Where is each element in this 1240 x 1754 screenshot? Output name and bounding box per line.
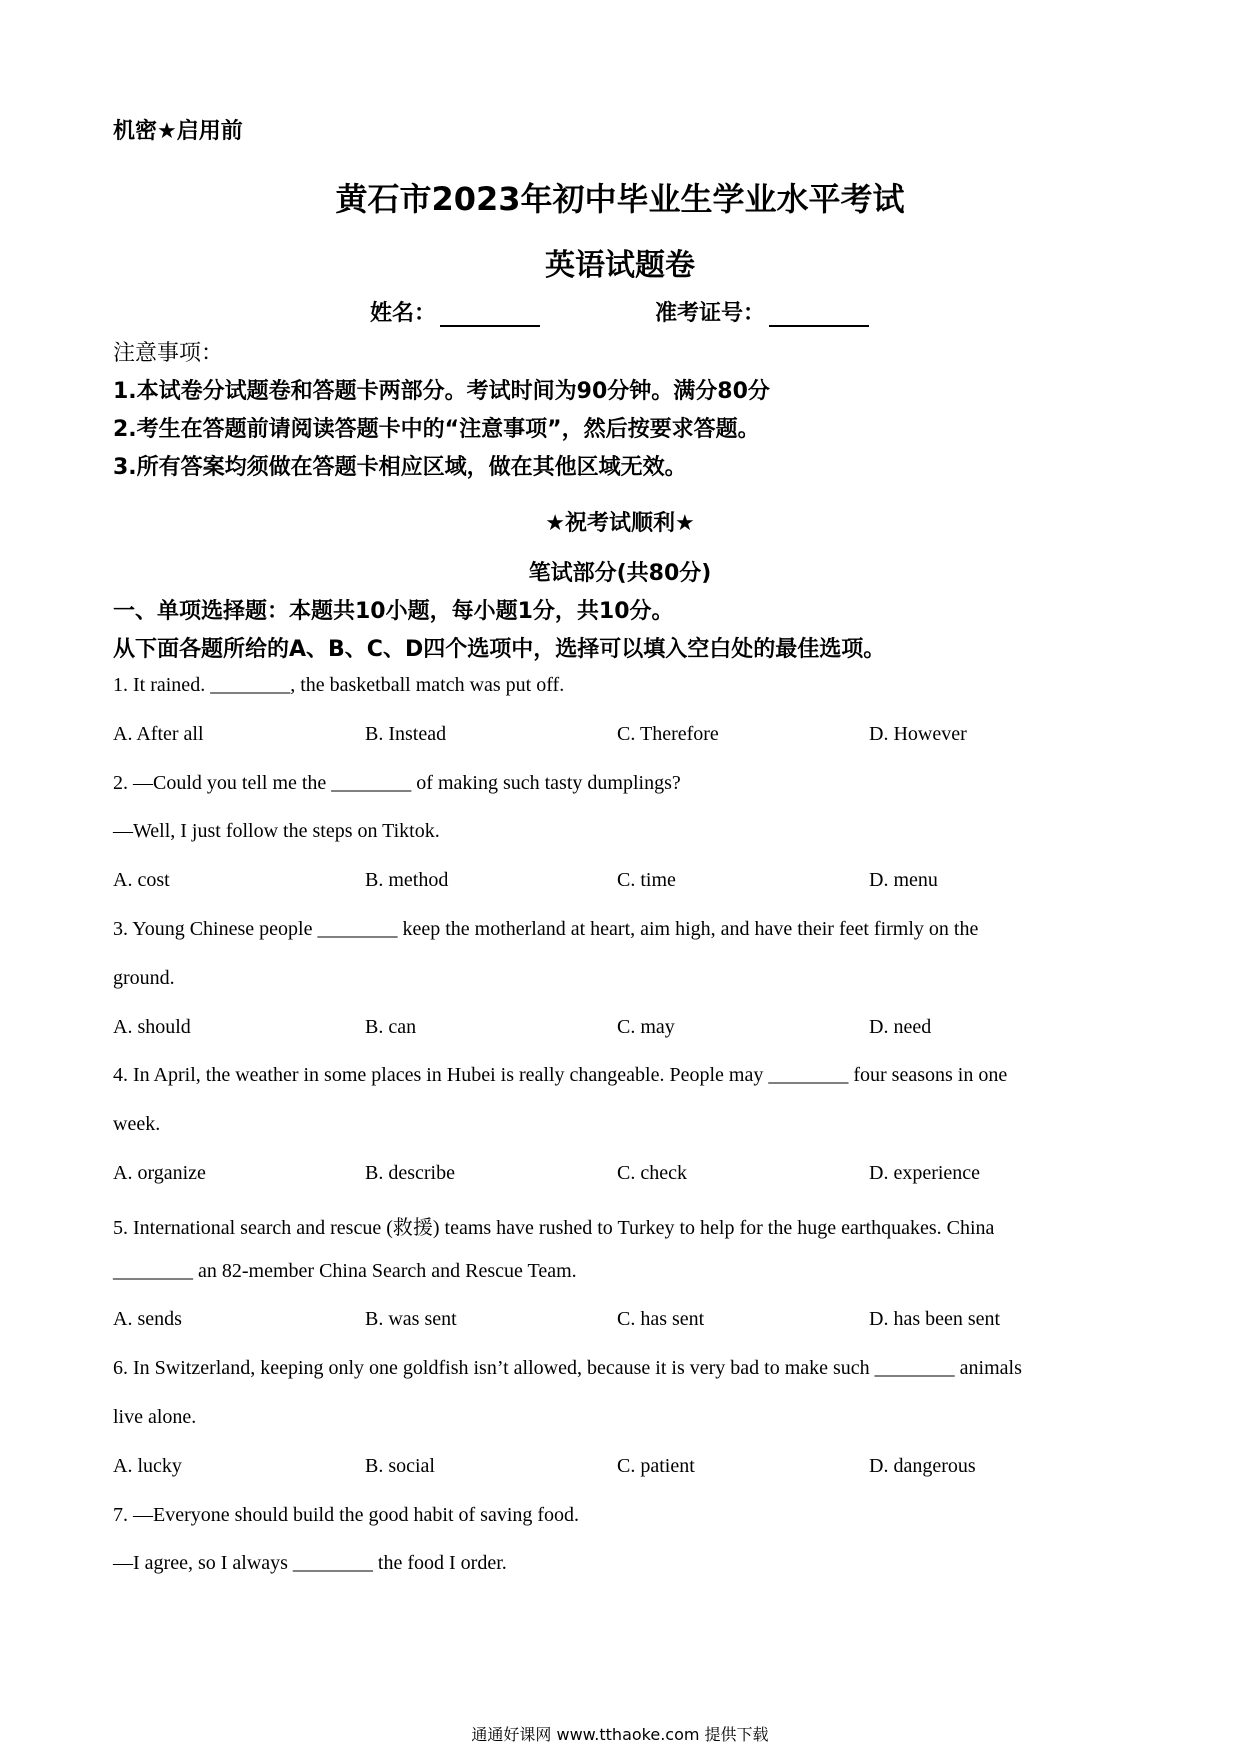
id-field <box>655 296 869 327</box>
name-blank <box>440 305 540 327</box>
exam-subtitle: 英语试题卷 <box>545 248 695 283</box>
question-4-line-2: week. <box>113 1113 161 1135</box>
question-5-option-b: B. was sent <box>365 1308 457 1330</box>
question-5-option-c: C. has sent <box>617 1308 705 1330</box>
id-label: 准考证号： <box>655 301 766 326</box>
question-3-line-2: ground. <box>113 967 175 989</box>
question-6-option-a: A. lucky <box>113 1455 182 1477</box>
id-blank <box>769 305 869 327</box>
notice-item-3: 3.所有答案均须做在答题卡相应区域，做在其他区域无效。 <box>113 455 687 480</box>
question-4-option-b: B. describe <box>365 1162 455 1184</box>
part1-instruction: 从下面各题所给的A、B、C、D四个选项中，选择可以填入空白处的最佳选项。 <box>113 637 886 662</box>
question-7-line-1: 7. —Everyone should build the good habit of saving food. <box>113 1504 580 1526</box>
question-4-line-1: 4. In April, the weather in some places in Hubei is really changeable. People may ________ four seasons in one <box>113 1064 1008 1086</box>
notice-item-2: 2.考生在答题前请阅读答题卡中的“注意事项”，然后按要求答题。 <box>113 417 760 442</box>
question-1-line-1: 1. It rained. ________, the basketball match was put off. <box>113 674 565 696</box>
question-2-line-2: —Well, I just follow the steps on Tiktok. <box>113 820 440 842</box>
question-5-line-1: 5. International search and rescue (救援) teams have rushed to Turkey to help for the huge earthquakes. China <box>113 1217 995 1239</box>
question-5-option-a: A. sends <box>113 1308 182 1330</box>
question-5-line-2: ________ an 82-member China Search and Rescue Team. <box>113 1260 577 1282</box>
question-3-option-c: C. may <box>617 1016 675 1038</box>
section-title: 笔试部分(共80分) <box>528 561 712 586</box>
question-3-line-1: 3. Young Chinese people ________ keep the motherland at heart, aim high, and have their feet firmly on the <box>113 918 979 940</box>
question-1-option-d: D. However <box>869 723 967 745</box>
footer-source: 通通好课网 www.tthaoke.com 提供下载 <box>471 1725 769 1744</box>
question-3-option-b: B. can <box>365 1016 417 1038</box>
question-3-option-d: D. need <box>869 1016 932 1038</box>
part1-title: 一、单项选择题：本题共10小题，每小题1分，共10分。 <box>113 599 674 624</box>
question-3-option-a: A. should <box>113 1016 191 1038</box>
notice-heading: 注意事项： <box>113 341 224 366</box>
question-1-option-b: B. Instead <box>365 723 447 745</box>
question-2-option-c: C. time <box>617 869 676 891</box>
confidential-mark: 机密★启用前 <box>113 119 243 144</box>
question-2-line-1: 2. —Could you tell me the ________ of making such tasty dumplings? <box>113 772 681 794</box>
question-1-option-c: C. Therefore <box>617 723 719 745</box>
question-6-option-b: B. social <box>365 1455 435 1477</box>
good-luck-banner: ★祝考试顺利★ <box>545 511 695 536</box>
question-2-option-a: A. cost <box>113 869 170 891</box>
exam-title: 黄石市2023年初中毕业生学业水平考试 <box>335 180 905 218</box>
name-label: 姓名： <box>370 301 437 326</box>
question-6-option-d: D. dangerous <box>869 1455 976 1477</box>
question-4-option-a: A. organize <box>113 1162 206 1184</box>
question-2-option-b: B. method <box>365 869 449 891</box>
question-1-option-a: A. After all <box>113 723 204 745</box>
question-6-option-c: C. patient <box>617 1455 695 1477</box>
notice-item-1: 1.本试卷分试题卷和答题卡两部分。考试时间为90分钟。满分80分 <box>113 379 770 404</box>
question-4-option-d: D. experience <box>869 1162 981 1184</box>
question-6-line-1: 6. In Switzerland, keeping only one goldfish isn’t allowed, because it is very bad to make such ________ animals <box>113 1357 1022 1379</box>
question-2-option-d: D. menu <box>869 869 938 891</box>
question-7-line-2: —I agree, so I always ________ the food I order. <box>113 1552 507 1574</box>
question-4-option-c: C. check <box>617 1162 687 1184</box>
question-6-line-2: live alone. <box>113 1406 197 1428</box>
question-5-option-d: D. has been sent <box>869 1308 1001 1330</box>
name-field <box>370 296 540 327</box>
